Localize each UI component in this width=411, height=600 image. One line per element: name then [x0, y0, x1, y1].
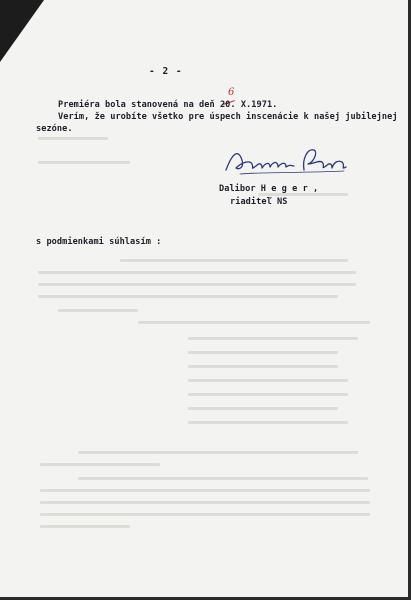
consent-line: s podmienkami súhlasím :	[36, 237, 162, 247]
handwritten-signature	[222, 140, 352, 180]
folded-corner	[0, 0, 44, 62]
signer-title: riaditeľ NS	[230, 197, 288, 207]
signer-name: Dalibor H e g e r ,	[219, 184, 319, 194]
premiere-date-line: Premiéra bola stanovená na deň 20. X.1971.	[58, 100, 278, 110]
handwritten-correction: 6	[228, 87, 235, 98]
wish-line-1: Verím, že urobíte všetko pre úspech inscenácie k našej jubilejnej	[58, 112, 398, 122]
wish-line-2: sezóne.	[36, 124, 73, 134]
page-number: - 2 -	[149, 66, 183, 77]
